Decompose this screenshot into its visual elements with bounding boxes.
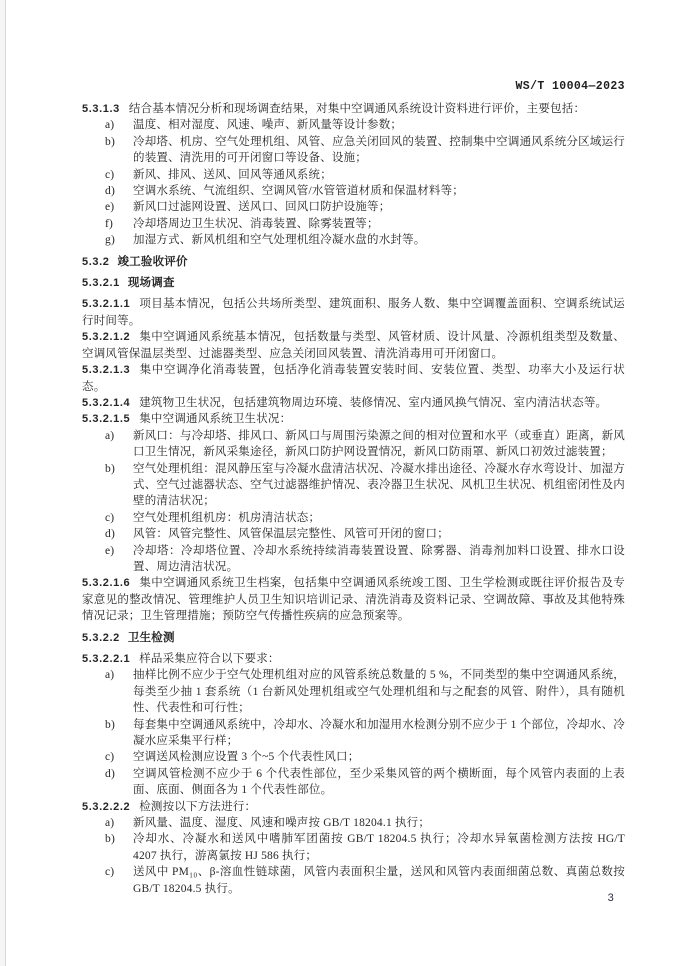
list-item-text: 空调风管检测不应少于 6 个代表性部位，至少采集风管的两个横断面，每个风管内表面的上表面、底面、侧面各为 1 个代表性部位。 bbox=[133, 767, 625, 797]
clause-text: 样品采集应符合以下要求： bbox=[139, 653, 280, 665]
heading-number: 5.3.2.2 bbox=[82, 631, 120, 644]
clause bbox=[82, 296, 625, 329]
section-heading bbox=[82, 254, 625, 270]
clause-number: 5.3.2.1.3 bbox=[82, 364, 131, 377]
clause-text: 检测按以下方法进行： bbox=[139, 800, 257, 813]
clause bbox=[82, 651, 625, 667]
clause-number: 5.3.2.1.2 bbox=[82, 331, 131, 344]
clause bbox=[82, 329, 625, 362]
list-item-text: 抽样比例不应少于空气处理机组对应的风管系统总数量的 5 %，不同类型的集中空调通风系统，每类至少抽 1 套系统（1 台新风处理机组或空气处理机组和与之配套的风管、附件），具有随机性、代表性和可行性； bbox=[133, 669, 625, 715]
list-item-text: 温度、相对湿度、风速、噪声、新风量等设计参数； bbox=[133, 119, 403, 132]
list-item-text: 冷却塔周边卫生状况、消毒装置、除雾装置等； bbox=[133, 217, 379, 230]
clause-text: 结合基本情况分析和现场调查结果，对集中空调通风系统设计资料进行评价，主要包括： bbox=[128, 103, 586, 115]
clause-number: 5.3.2.1.5 bbox=[82, 413, 131, 426]
section-heading bbox=[82, 630, 625, 646]
list-item-text: 空调水系统、气流组织、空调风管/水管管道材质和保温材料等； bbox=[133, 185, 464, 198]
list-item-text: 冷却塔：冷却塔位置、冷却水系统持续消毒装置设置、除雾器、消毒剂加料口设置、排水口设置、周边清洁状况。 bbox=[133, 544, 625, 573]
list-item-label: a) bbox=[105, 669, 115, 682]
list-item bbox=[82, 199, 625, 215]
list-item bbox=[82, 667, 625, 716]
clause-number: 5.3.2.2.1 bbox=[82, 653, 131, 665]
list-item bbox=[82, 815, 625, 831]
clause-text: 集中空调通风系统卫生档案，包括集中空调通风系统竣工图、卫生学检测或既往评价报告及专家意见的整改情况、管理维护人员卫生知识培训记录、清洗消毒及资料记录、空调故障、事故及其他特殊情况记录；卫生管理措施；预防空气传播性疾病的应急预案等。 bbox=[82, 577, 625, 623]
list-item-label: b) bbox=[105, 462, 115, 475]
list-item-label: d) bbox=[105, 528, 115, 541]
list-item-label: a) bbox=[105, 429, 115, 442]
list-item-text: 新风量、温度、湿度、风速和噪声按 GB/T 18204.1 执行； bbox=[133, 817, 431, 830]
list-item bbox=[82, 461, 625, 510]
list-item-text: 新风口：与冷却塔、排风口、新风口与周围污染源之间的相对位置和水平（或垂直）距离，新风口卫生情况，新风采集途径，新风口防护网设置情况，新风口防雨罩、新风口初效过滤装置； bbox=[133, 429, 625, 459]
clause-text: 项目基本情况，包括公共场所类型、建筑面积、服务人数、集中空调覆盖面积、空调系统试运行时间等。 bbox=[82, 298, 625, 327]
list-item bbox=[82, 117, 625, 133]
list-item-text: 空气处理机组机房：机房清洁状态； bbox=[133, 511, 321, 524]
list-item bbox=[82, 183, 625, 199]
heading-text: 现场调查 bbox=[127, 277, 175, 290]
clause-text: 建筑物卫生状况，包括建筑物周边环境、装修情况、室内通风换气情况、室内清洁状态等。 bbox=[139, 396, 608, 409]
clause-number: 5.3.2.1.4 bbox=[82, 396, 131, 409]
clause-number: 5.3.2.2.2 bbox=[82, 800, 131, 813]
list-item-label: b) bbox=[105, 135, 115, 148]
list-item bbox=[82, 510, 625, 526]
list-item-text: 新风口过滤网设置、送风口、回风口防护设施等； bbox=[133, 201, 391, 214]
page-number: 3 bbox=[607, 893, 614, 905]
clause-number: 5.3.2.1.1 bbox=[82, 298, 131, 311]
page-edge-line bbox=[5, 0, 6, 966]
list-item bbox=[82, 766, 625, 799]
clause bbox=[82, 575, 625, 624]
list-item-label: d) bbox=[105, 767, 115, 780]
list-item-label: c) bbox=[105, 168, 115, 181]
list-item-text: 空气处理机组：混风静压室与冷凝水盘清洁状况、冷凝水排出途径、冷凝水存水弯设计、加湿方式、空气过滤器状态、空气过滤器维护情况、表冷器卫生状况、风机卫生状况、机组密闭性及内壁的清洁状况； bbox=[133, 462, 625, 508]
list-item-text: 冷却水、冷凝水和送风中嗜肺军团菌按 GB/T 18204.5 执行；冷却水异氧菌检测方法按 HG/T 4207 执行，游离氯按 HJ 586 执行； bbox=[133, 833, 625, 862]
list-item-label: c) bbox=[105, 751, 115, 764]
clause bbox=[82, 411, 625, 427]
list-item-text: 冷却塔、机房、空气处理机组、风管、应急关闭回风的装置、控制集中空调通风系统分区域运行的装置、清洗用的可开闭窗口等设备、设施； bbox=[133, 135, 625, 165]
heading-number: 5.3.2.1 bbox=[82, 277, 120, 290]
clause-text: 集中空调通风系统基本情况，包括数量与类型、风管材质、设计风量、冷源机组类型及数量、空调风管保温层类型、过滤器类型、应急关闭回风装置、清洗消毒用可开闭窗口。 bbox=[82, 331, 625, 360]
heading-text: 竣工验收评价 bbox=[117, 255, 188, 268]
list-item-label: b) bbox=[105, 833, 115, 846]
clause bbox=[82, 799, 625, 815]
clause bbox=[82, 395, 625, 411]
list-item-text: 送风中 PM₁₀、β-溶血性链球菌，风管内表面积尘量，送风和风管内表面细菌总数、真菌总数按 GB/T 18204.5 执行。 bbox=[133, 866, 625, 895]
list-item-label: c) bbox=[105, 511, 115, 524]
list-item bbox=[82, 167, 625, 183]
list-item bbox=[82, 717, 625, 750]
list-item-label: d) bbox=[105, 185, 115, 198]
list-item bbox=[82, 543, 625, 576]
list-item-text: 新风、排风、送风、回风等通风系统； bbox=[133, 168, 332, 181]
ordered-list bbox=[82, 815, 625, 897]
list-item-label: a) bbox=[105, 817, 115, 830]
clause-text: 集中空调通风系统卫生状况： bbox=[139, 413, 292, 426]
list-item-label: g) bbox=[105, 234, 115, 247]
list-item-text: 加湿方式、新风机组和空气处理机组冷凝水盘的水封等。 bbox=[133, 234, 426, 247]
clause bbox=[82, 362, 625, 395]
clause bbox=[82, 101, 625, 117]
list-item bbox=[82, 831, 625, 864]
clause-number: 5.3.2.1.6 bbox=[82, 577, 131, 590]
list-item bbox=[82, 864, 625, 897]
list-item-label: b) bbox=[105, 718, 115, 731]
document-body bbox=[82, 101, 625, 897]
heading-text: 卫生检测 bbox=[127, 631, 175, 644]
section-heading bbox=[82, 275, 625, 291]
standard-code: WS/T 10004—2023 bbox=[515, 80, 625, 93]
list-item bbox=[82, 134, 625, 167]
list-item bbox=[82, 216, 625, 232]
ordered-list bbox=[82, 667, 625, 798]
ordered-list bbox=[82, 428, 625, 576]
heading-number: 5.3.2 bbox=[82, 255, 110, 268]
list-item-label: e) bbox=[105, 201, 115, 214]
clause-text: 集中空调净化消毒装置，包括净化消毒装置安装时间、安装位置、类型、功率大小及运行状态。 bbox=[82, 364, 625, 393]
clause-number: 5.3.1.3 bbox=[82, 103, 120, 115]
list-item-label: f) bbox=[105, 217, 114, 230]
list-item-text: 每套集中空调通风系统中，冷却水、冷凝水和加湿用水检测分别不应少于 1 个部位，冷却水、冷凝水应采集平行样； bbox=[133, 718, 625, 748]
list-item bbox=[82, 526, 625, 542]
list-item-text: 空调送风检测应设置 3 个~5 个代表性风口； bbox=[133, 751, 360, 764]
list-item-label: a) bbox=[105, 119, 115, 132]
list-item bbox=[82, 428, 625, 461]
list-item bbox=[82, 749, 625, 765]
list-item-text: 风管：风管完整性、风管保温层完整性、风管可开闭的窗口； bbox=[133, 528, 449, 541]
list-item bbox=[82, 232, 625, 248]
ordered-list bbox=[82, 117, 625, 248]
list-item-label: c) bbox=[105, 866, 115, 879]
list-item-label: e) bbox=[105, 544, 115, 557]
